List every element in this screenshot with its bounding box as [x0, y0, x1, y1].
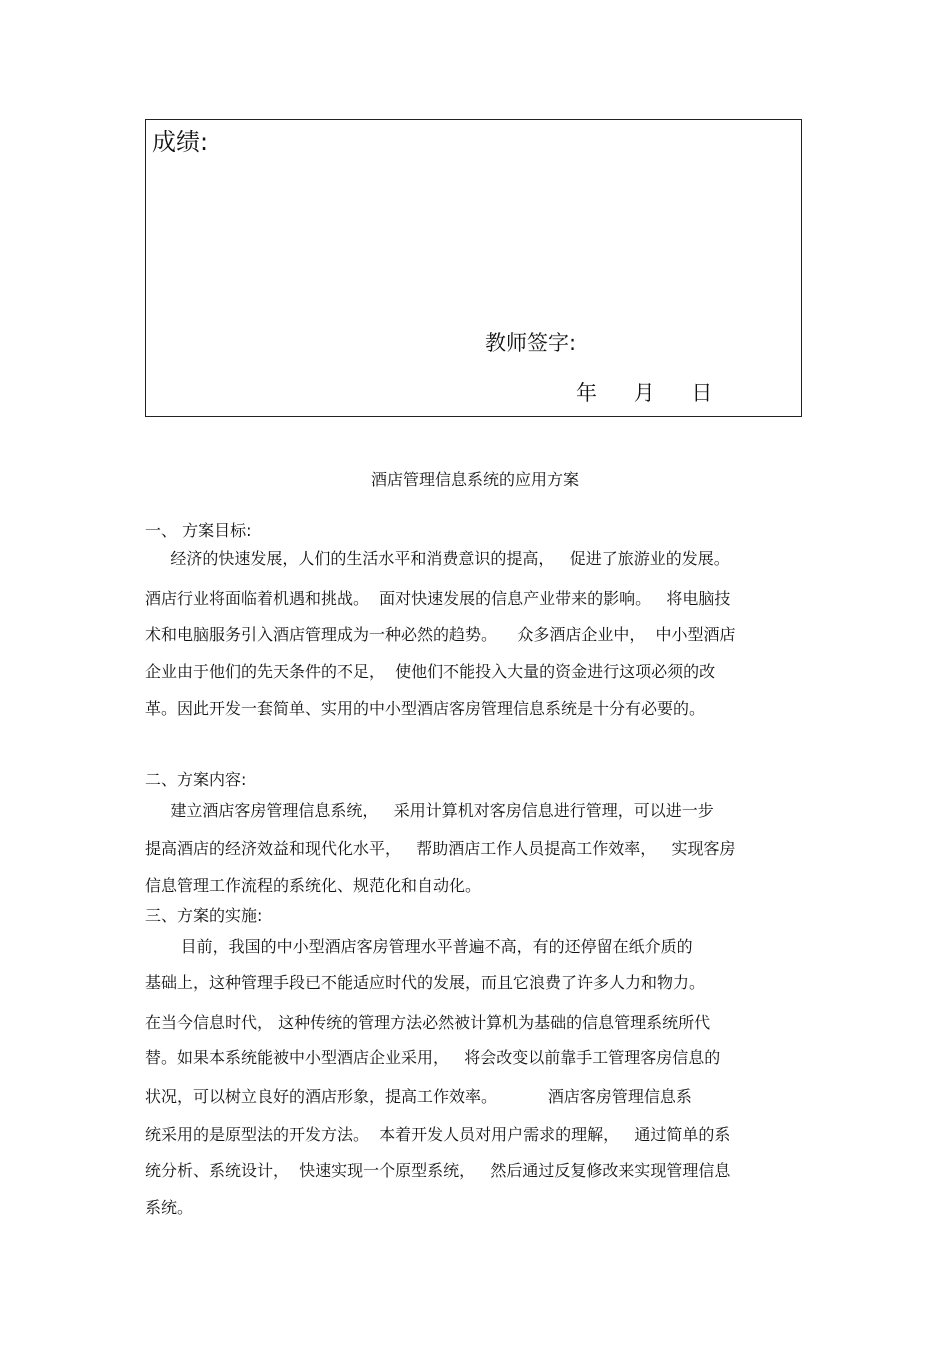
paragraph-line: 信息管理工作流程的系统化、规范化和自动化。	[145, 876, 482, 895]
grade-label: 成绩:	[152, 128, 209, 156]
paragraph-line: 替。如果本系统能被中小型酒店企业采用， 将会改变以前靠手工管理客房信息的	[145, 1048, 721, 1067]
paragraph-line: 基础上，这种管理手段已不能适应时代的发展，而且它浪费了许多人力和物力。	[145, 973, 706, 992]
teacher-signature-label: 教师签字:	[485, 331, 577, 355]
paragraph-line: 提高酒店的经济效益和现代化水平， 帮助酒店工作人员提高工作效率， 实现客房	[145, 839, 736, 858]
paragraph-line: 建立酒店客房管理信息系统， 采用计算机对客房信息进行管理，可以进一步	[145, 801, 714, 820]
paragraph-line: 状况，可以树立良好的酒店形象，提高工作效率。 酒店客房管理信息系	[145, 1087, 692, 1106]
paragraph-line: 革。因此开发一套简单、实用的中小型酒店客房管理信息系统是十分有必要的。	[145, 699, 706, 718]
paragraph-line: 统分析、系统设计， 快速实现一个原型系统， 然后通过反复修改来实现管理信息	[145, 1161, 731, 1180]
paragraph-line: 酒店行业将面临着机遇和挑战。 面对快速发展的信息产业带来的影响。 将电脑技	[145, 589, 731, 608]
date-row	[576, 378, 712, 408]
section-heading-implementation: 三、方案的实施:	[145, 906, 263, 925]
section-heading-goals: 一、 方案目标:	[145, 521, 252, 540]
grade-box	[145, 119, 802, 417]
paragraph-line: 术和电脑服务引入酒店管理成为一种必然的趋势。 众多酒店企业中， 中小型酒店	[145, 625, 736, 644]
paragraph-line: 企业由于他们的先天条件的不足， 使他们不能投入大量的资金进行这项必须的改	[145, 662, 716, 681]
paragraph-line: 统采用的是原型法的开发方法。 本着开发人员对用户需求的理解， 通过简单的系	[145, 1125, 731, 1144]
paragraph-line: 目前，我国的中小型酒店客房管理水平普遍不高，有的还停留在纸介质的	[145, 937, 693, 956]
date-month-label: 月	[633, 381, 655, 405]
document-title: 酒店管理信息系统的应用方案	[370, 470, 579, 489]
paragraph-line: 系统。	[145, 1198, 194, 1217]
paragraph-line: 经济的快速发展，人们的生活水平和消费意识的提高， 促进了旅游业的发展。	[145, 549, 730, 568]
section-heading-content: 二、方案内容:	[145, 770, 247, 789]
paragraph-line: 在当今信息时代， 这种传统的管理方法必然被计算机为基础的信息管理系统所代	[145, 1013, 711, 1032]
date-year-label: 年	[576, 381, 597, 405]
date-day-label: 日	[691, 381, 713, 405]
